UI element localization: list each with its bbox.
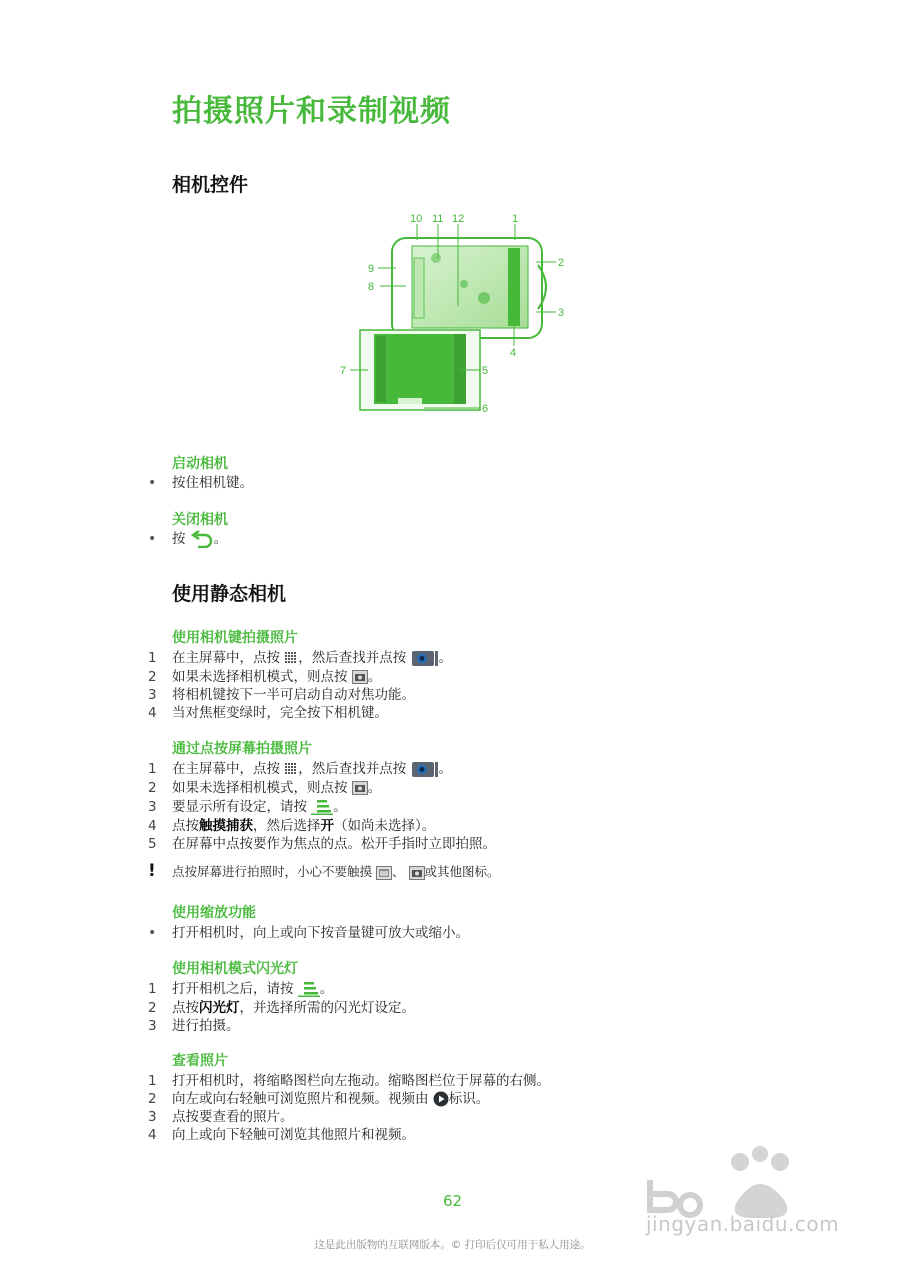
step-number: 1 — [148, 650, 157, 666]
bullet: • — [148, 925, 157, 941]
list-item — [148, 649, 452, 667]
item-text: ，然后查找并点按 — [298, 761, 407, 777]
callout-4: 4 — [510, 347, 517, 359]
step-number: 3 — [148, 687, 157, 703]
list-item — [148, 1108, 294, 1126]
list-item — [148, 668, 381, 686]
item-text: 点按要查看的照片。 — [172, 1109, 294, 1125]
step-number: 3 — [148, 1018, 157, 1034]
callout-7: 7 — [340, 365, 347, 377]
item-text: 在屏幕中点按要作为焦点的点。松开手指时立即拍照。 — [172, 836, 496, 852]
camera-app-icon — [411, 649, 439, 667]
item-text: 。 — [438, 761, 453, 777]
page-number: 62 — [442, 1192, 463, 1210]
menu-icon — [298, 980, 320, 998]
item-text: ，然后选择 — [253, 818, 321, 834]
item-text: 向上或向下轻触可浏览其他照片和视频。 — [172, 1127, 415, 1143]
heading-zoom: 使用缩放功能 — [172, 905, 256, 921]
step-number: 3 — [148, 799, 157, 815]
camera-mode-icon — [352, 781, 368, 795]
watermark-text: jingyan.baidu.com — [646, 1212, 840, 1236]
item-text: 。 — [367, 669, 382, 685]
step-number: 4 — [148, 1127, 157, 1143]
item-text: 。 — [319, 981, 334, 997]
callout-2: 2 — [558, 257, 565, 269]
footer-note: 这是此出版物的互联网版本。© 打印后仅可用于私人用途。 — [314, 1239, 591, 1251]
list-item — [148, 1017, 240, 1035]
callout-12: 12 — [452, 213, 465, 225]
item-text: 要显示所有设定，请按 — [172, 799, 307, 815]
heading-shoot-with-touch: 通过点按屏幕拍摄照片 — [172, 741, 312, 757]
item-text: 在主屏幕中，点按 — [172, 761, 280, 777]
heading-view-photos: 查看照片 — [172, 1053, 228, 1069]
item-text: 标识。 — [448, 1091, 490, 1107]
item-text: 按住相机键。 — [172, 475, 253, 491]
page-title: 拍摄照片和录制视频 — [172, 94, 451, 129]
item-text: （如尚未选择）。 — [334, 818, 436, 834]
callout-1: 1 — [512, 213, 519, 225]
ui-term: 开 — [320, 818, 334, 834]
step-number: 2 — [148, 669, 157, 685]
heading-flash: 使用相机模式闪光灯 — [172, 961, 298, 977]
list-item — [148, 835, 496, 853]
list-item — [148, 924, 469, 942]
list-item — [148, 686, 415, 704]
item-text: 如果未选择相机模式，则点按 — [172, 780, 348, 796]
item-text: 进行拍摄。 — [172, 1018, 240, 1034]
item-text: 在主屏幕中，点按 — [172, 650, 280, 666]
item-text: 如果未选择相机模式，则点按 — [172, 669, 348, 685]
item-text: 打开相机时，向上或向下按音量键可放大或缩小。 — [172, 925, 469, 941]
callout-5: 5 — [482, 365, 489, 377]
list-item — [148, 1072, 550, 1090]
warning-note — [148, 861, 500, 881]
section-heading-still-camera: 使用静态相机 — [172, 583, 287, 605]
heading-start-camera: 启动相机 — [172, 456, 228, 472]
item-text: 。 — [438, 650, 453, 666]
callout-9: 9 — [368, 263, 375, 275]
item-text: 点按 — [172, 818, 199, 834]
phone-back-illustration — [392, 238, 546, 338]
item-text: 。 — [213, 531, 228, 547]
bullet: • — [148, 475, 157, 491]
callout-6: 6 — [482, 403, 489, 415]
step-number: 4 — [148, 818, 157, 834]
bullet: • — [148, 531, 157, 547]
callout-3: 3 — [558, 307, 565, 319]
camera-app-icon — [411, 760, 439, 778]
item-text: 点按 — [172, 1000, 199, 1016]
item-text: ，然后查找并点按 — [298, 650, 407, 666]
item-text: 打开相机时，将缩略图栏向左拖动。缩略图栏位于屏幕的右侧。 — [172, 1073, 550, 1089]
list-item — [148, 980, 333, 998]
camera-mode-icon — [409, 866, 425, 880]
ui-term: 触摸捕获 — [199, 818, 253, 834]
note-text: 点按屏幕进行拍照时，小心不要触摸 — [172, 864, 373, 879]
menu-icon — [311, 798, 333, 816]
list-item — [148, 530, 227, 548]
callout-8: 8 — [368, 281, 375, 293]
step-number: 2 — [148, 780, 157, 796]
item-text: 打开相机之后，请按 — [172, 981, 294, 997]
step-number: 1 — [148, 981, 157, 997]
camera-mode-icon — [352, 670, 368, 684]
item-text: 向左或向右轻触可浏览照片和视频。视频由 — [172, 1091, 429, 1107]
heading-shoot-with-key: 使用相机键拍摄照片 — [172, 630, 298, 646]
step-number: 4 — [148, 705, 157, 721]
ui-term: 闪光灯 — [199, 1000, 240, 1016]
item-text: 当对焦框变绿时，完全按下相机键。 — [172, 705, 388, 721]
note-text: 或其他图标。 — [424, 864, 500, 879]
note-text: 、 — [392, 864, 405, 879]
heading-close-camera: 关闭相机 — [172, 512, 228, 528]
list-item — [148, 474, 253, 492]
app-grid-icon — [284, 651, 298, 665]
step-number: 2 — [148, 1000, 157, 1016]
list-item — [148, 798, 347, 816]
video-play-icon — [433, 1091, 449, 1107]
callout-10: 10 — [410, 213, 423, 225]
section-heading-camera-controls: 相机控件 — [172, 174, 249, 196]
app-grid-icon — [284, 762, 298, 776]
gallery-icon — [376, 866, 392, 880]
item-text: 。 — [333, 799, 347, 815]
step-number: 1 — [148, 761, 157, 777]
list-item — [148, 760, 452, 778]
list-item — [148, 1126, 415, 1144]
list-item — [148, 817, 435, 835]
list-item — [148, 999, 415, 1017]
list-item — [148, 704, 388, 722]
camera-controls-diagram — [336, 210, 596, 415]
item-text: 将相机键按下一半可启动自动对焦功能。 — [172, 687, 415, 703]
item-text: ，并选择所需的闪光灯设定。 — [239, 1000, 415, 1016]
item-text: 。 — [367, 780, 382, 796]
step-number: 1 — [148, 1073, 157, 1089]
list-item — [148, 779, 381, 797]
step-number: 5 — [148, 836, 157, 852]
step-number: 3 — [148, 1109, 157, 1125]
list-item — [148, 1090, 489, 1108]
exclamation-icon: ! — [148, 861, 156, 881]
callout-11: 11 — [432, 213, 444, 225]
back-arrow-icon — [190, 530, 214, 548]
step-number: 2 — [148, 1091, 157, 1107]
item-text: 按 — [172, 531, 186, 547]
